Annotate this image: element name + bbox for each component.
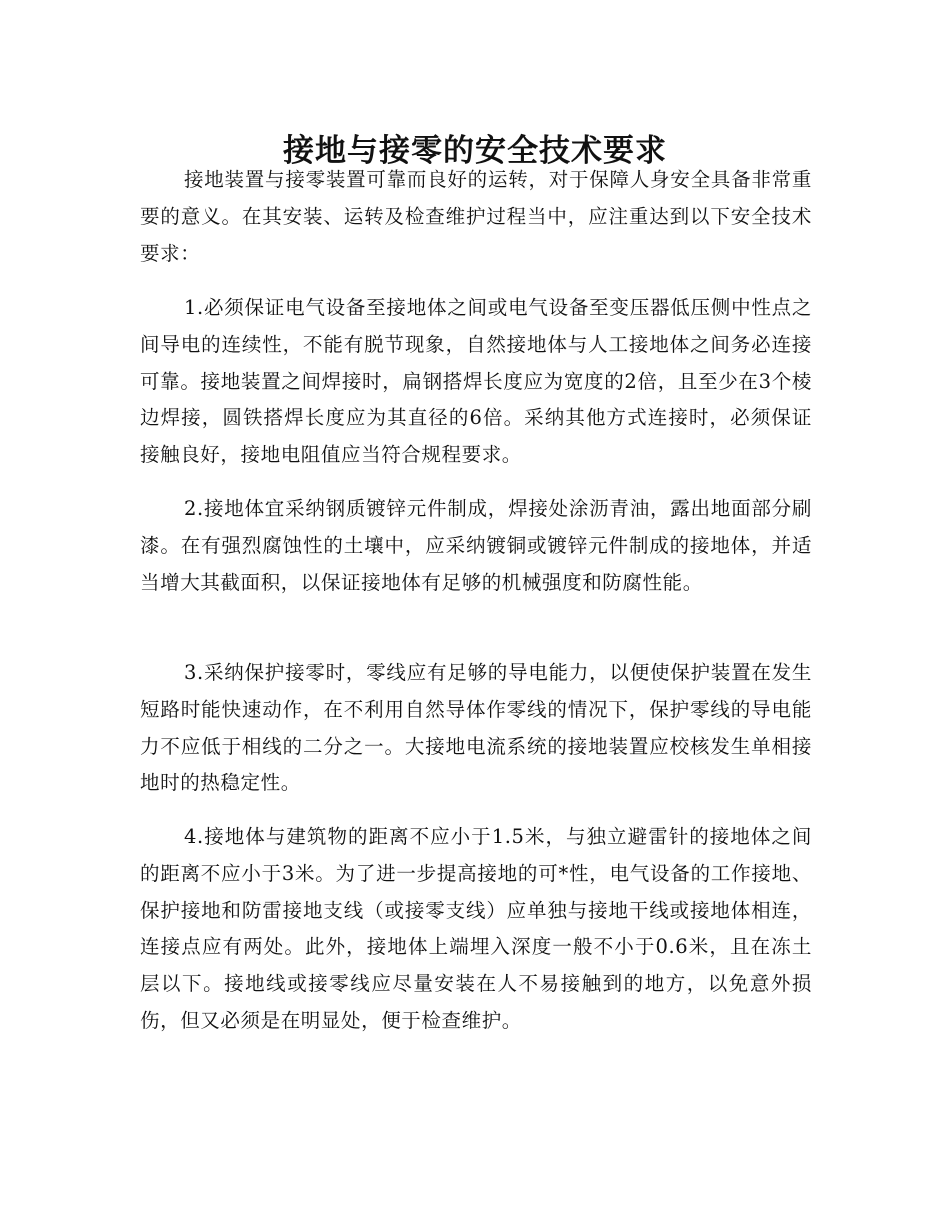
requirement-paragraph-3: 3.采纳保护接零时，零线应有足够的导电能力，以便使保护装置在发生短路时能快速动作，在不利用自然导体作零线的情况下，保护零线的导电能力不应低于相线的二分之一。大接地电流系统的接地装置应校核发生单相接地时的热稳定性。 [140,661,812,795]
intro-paragraph: 接地装置与接零装置可靠而良好的运转，对于保障人身安全具备非常重要的意义。在其安装、运转及检查维护过程当中，应注重达到以下安全技术要求： [140,168,812,265]
requirement-paragraph-1: 1.必须保证电气设备至接地体之间或电气设备至变压器低压侧中性点之间导电的连续性，不能有脱节现象，自然接地体与人工接地体之间务必连接可靠。接地装置之间焊接时，扁钢搭焊长度应为宽度的2倍，且至少在3个棱边焊接，圆铁搭焊长度应为其直径的6倍。采纳其他方式连接时，必须保证接触良好，接地电阻值应当符合规程要求。 [140,296,812,467]
document-title: 接地与接零的安全技术要求 [283,132,667,169]
requirement-paragraph-4: 4.接地体与建筑物的距离不应小于1.5米，与独立避雷针的接地体之间的距离不应小于3米。为了进一步提高接地的可*性，电气设备的工作接地、保护接地和防雷接地支线（或接零支线）应单独与接地干线或接地体相连，连接点应有两处。此外，接地体上端埋入深度一般不小于0.6米，且在冻土层以下。接地线或接零线应尽量安装在人不易接触到的地方，以免意外损伤，但又必须是在明显处，便于检查维护。 [140,825,812,1032]
requirement-paragraph-2: 2.接地体宜采纳钢质镀锌元件制成，焊接处涂沥青油，露出地面部分刷漆。在有强烈腐蚀性的土壤中，应采纳镀铜或镀锌元件制成的接地体，并适当增大其截面积，以保证接地体有足够的机械强度和防腐性能。 [140,497,812,594]
